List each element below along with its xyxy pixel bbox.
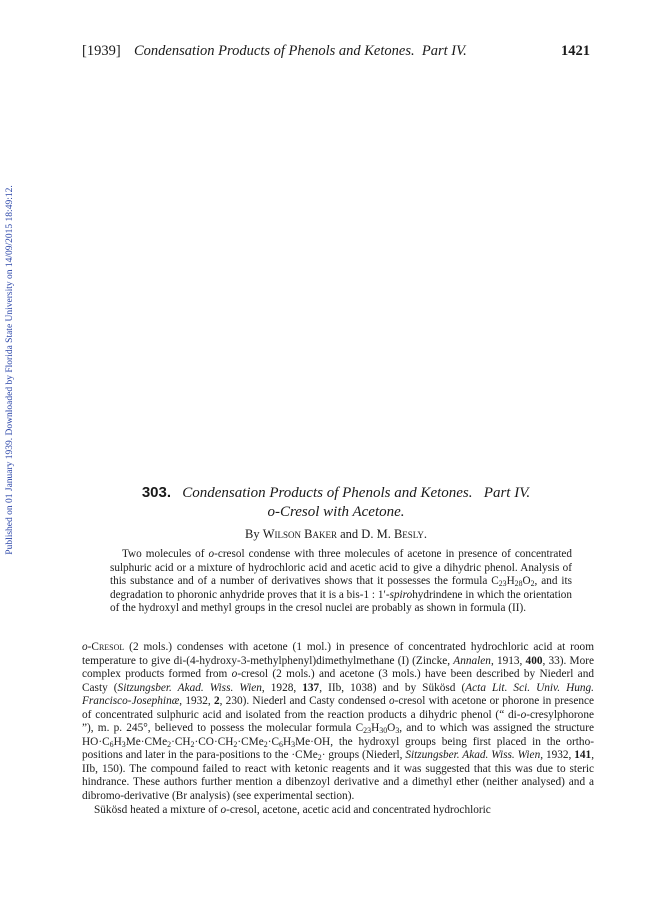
body-paragraph-2: Sükösd heated a mixture of o-cresol, acetone, acetic acid and concentrated hydrochloric: [94, 803, 491, 816]
abstract-paragraph: Two molecules of o-cresol condense with three molecules of acetone in presence of concentrated sulphuric acid or a mixture of hydrochloric acid and acetic acid to give a dihydric phenol. Analysis of this substance and of a number of derivatives shows that it possesses the formula $C_{23}H_{28}O_2$, and its degradation to phoronic anhydride proves that it is a bis-1 : 1′-spirohydrindene in which the orientation of the hydroxyl and methyl groups in the cresol nuclei are probably as shown in formula (II).: [110, 548, 572, 615]
body-text: [82, 641, 594, 817]
byline-by: By: [245, 527, 260, 541]
running-title-part: Part IV.: [421, 43, 467, 59]
body-paragraph-1: o-Cresol (2 mols.) condenses with acetone (1 mol.) in presence of concentrated hydrochloric acid at room temperature to give di-(4-hydroxy-3-methylphenyl)dimethylmethane (I) (Zincke, Annalen, 1913, 400, 33). More complex products formed from o-cresol (2 mols.) and acetone (3 mols.) have been described by Niederl and Casty (Sitzungsber. Akad. Wiss. Wien, 1928, 137, IIb, 1038) and by Sükösd (Acta Lit. Sci. Univ. Hung. Francisco-Josephinæ, 1932, 2, 230). Niederl and Casty condensed o-cresol with acetone or phorone in presence of concentrated sulphuric acid and isolated from the reaction products a dihydric phenol (“ di-o-cresylphorone ”), m. p. 245°, believed to possess the molecular formula $C_{23}H_{30}O_3$, and to which was assigned the structure $HO\cdot C_6H_3Me\cdot CMe_2\cdot CH_2\cdot CO\cdot CH_2\cdot CMe_2\cdot C_6H_3Me\cdot OH$, the hydroxyl groups being first placed in the ortho-positions and later in the para-positions to the ·CMe$_2$· groups (Niederl, Sitzungsber. Akad. Wiss. Wien, 1932, 141, IIb, 150). The compound failed to react with ketonic reagents and it was suggested that this was due to steric hindrance. These authors further mention a dibenzoyl derivative and a dimethyl ether (neither analysed) and a dibromo-derivative (Br analysis) (see experimental section).: [82, 641, 595, 803]
download-watermark-text: Published on 01 January 1939. Downloaded by Florida State University on 14/09/2015 18:49:12.: [5, 185, 15, 555]
article-title-text: Condensation Products of Phenols and Ketones.: [182, 485, 473, 501]
article-title-line1: [100, 483, 572, 503]
running-title-text: Condensation Products of Phenols and Ketones.: [134, 43, 415, 59]
byline-and: and: [340, 527, 359, 541]
abstract: [110, 548, 572, 616]
article-part: Part IV.: [483, 485, 531, 501]
article-number: 303.: [141, 484, 172, 501]
author-baker: Wilson Baker: [262, 527, 337, 541]
running-head: [82, 42, 590, 60]
running-title: [134, 42, 467, 60]
download-watermark: [2, 130, 18, 610]
page-number: 1421: [561, 43, 590, 59]
author-besly: D. M. Besly.: [361, 527, 427, 541]
article-subtitle: o-Cresol with Acetone.: [267, 504, 405, 520]
article-title: [100, 483, 572, 522]
journal-year: [1939]: [82, 43, 121, 59]
author-byline: [82, 526, 590, 542]
